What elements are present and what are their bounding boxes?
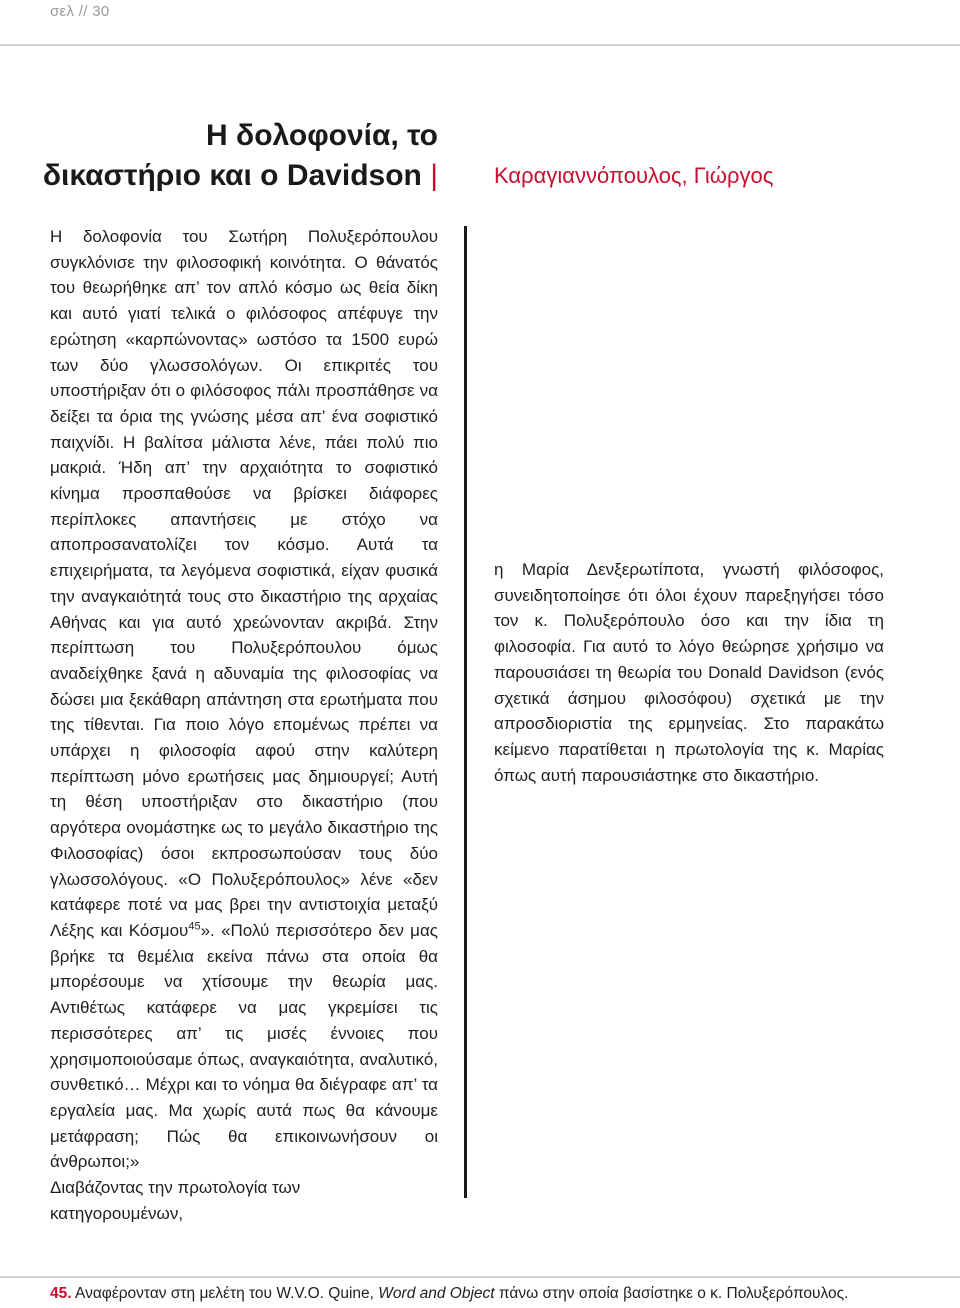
footnote-text-after: πάνω στην οποία βασίστηκε ο κ. Πολυξερόπουλος.: [494, 1285, 849, 1302]
article-title-line1: Η δολοφονία, το: [206, 119, 438, 152]
article-title-line2: δικαστήριο και ο Davidson: [42, 159, 422, 192]
right-column-paragraph: η Μαρία Δενξερωτίποτα, γνωστή φιλόσοφος, συνειδητοποίησε ότι όλοι έχουν παρεξηγήσει τόσο τον κ. Πολυξερόπουλο όσο και την ίδια τη φιλοσοφία. Για αυτό το λόγο θεώρησε χρήσιμο να παρουσιάσει τη θεωρία του Donald Davidson (ενός σχετικά άσημου φιλοσόφου) σχετικά με την απροσδιοριστία της ερμηνείας. Στο παρακάτω κείμενο παρατίθεται η πρωτολογία της κ. Μαρίας όπως αυτή παρουσιάστηκε στο δικαστήριο.: [494, 560, 884, 785]
left-column-paragraph: [50, 224, 438, 1175]
title-separator: |: [430, 159, 438, 192]
left-column-last-line: Διαβάζοντας την πρωτολογία των κατηγορουμένων,: [50, 1178, 301, 1223]
left-column: [50, 224, 438, 1226]
right-column: [494, 557, 884, 788]
footnote-reference: 45: [188, 920, 201, 933]
footnote-text-before: Αναφέρονταν στη μελέτη του W.V.O. Quine,: [71, 1285, 379, 1302]
footnote-book-title: Word and Object: [378, 1285, 495, 1302]
footnote: [50, 1285, 930, 1303]
article-title: [40, 116, 438, 196]
footnote-divider: [0, 1276, 960, 1278]
page-number-label: σελ // 30: [50, 3, 110, 20]
footnote-number: 45.: [50, 1285, 72, 1302]
left-text-part2: ». «Πολύ περισσότερο δεν μας βρήκε τα θεμέλια εκείνα πάνω στα οποία θα μπορέσουμε να χτίσουμε την θεωρία μας. Αντιθέτως κατάφερε να μας γκρεμίσει τις περισσότερες απ’ τις μισές έννοιες που χρησιμοποιούσαμε όπως, αναγκαιότητα, αναλυτικό, συνθετικό… Μέχρι και το νόημα θα διέγραφε απ’ τα εργαλεία μας. Μα χωρίς αυτά πως θα κάνουμε μετάφραση; Πώς θα επικοινωνήσουν οι άνθρωποι;»: [50, 920, 438, 1172]
article-author: Καραγιαννόπουλος, Γιώργος: [494, 163, 774, 188]
column-divider: [464, 226, 467, 1198]
header-divider: [0, 44, 960, 46]
left-text-part1: Η δολοφονία του Σωτήρη Πολυξερόπουλου συγκλόνισε την φιλοσοφική κοινότητα. Ο θάνατός του θεωρήθηκε απ’ τον απλό κόσμο ως θεία δίκη και αυτό γιατί τελικά ο φιλόσοφος απέφυγε την ερώτηση «καρπώνοντας» ωστόσο τα 1500 ευρώ των δύο γλωσσολόγων. Οι επικριτές του υποστήριξαν ότι ο φιλόσοφος πάλι προσπάθησε να δείξει τα όρια της γνώσης μέσα απ’ ένα σοφιστικό παιχνίδι. Η βαλίτσα μάλιστα λένε, πάει πολύ πιο μακριά. Ήδη απ’ την αρχαιότητα το σοφιστικό κίνημα προσπαθούσε να βρίσκει διάφορες περίπλοκες απαντήσεις με στόχο να αποπροσανατολίζει τον κόσμο. Αυτά τα επιχειρήματα, τα λεγόμενα σοφιστικά, είχαν φυσικά την αναγκαιότητά τους στο δικαστήριο της αρχαίας Αθήνας και για αυτό χρεώνονταν ακριβά. Στην περίπτωση του Πολυξερόπουλου όμως αναδείχθηκε ξανά η αδυναμία της φιλοσοφίας να δώσει μια ξεκάθαρη απάντηση στα ερωτήματα που της τίθενται. Για ποιο λόγο επομένως πρέπει να υπάρχει η φιλοσοφία αφού στην καλύτερη περίπτωση μόνο ερωτήσεις μας δημιουργεί; Αυτή τη θέση υποστήριξαν στο δικαστήριο (που αργότερα ονομάστηκε ως το μεγάλο δικαστήριο της Φιλοσοφίας) όσοι εκπροσωπούσαν τους δύο γλωσσολόγους. «Ο Πολυξερόπουλος» λένε «δεν κατάφερε ποτέ να μας βρει την αντιστοιχία μεταξύ Λέξης και Κόσμου: [50, 227, 438, 940]
